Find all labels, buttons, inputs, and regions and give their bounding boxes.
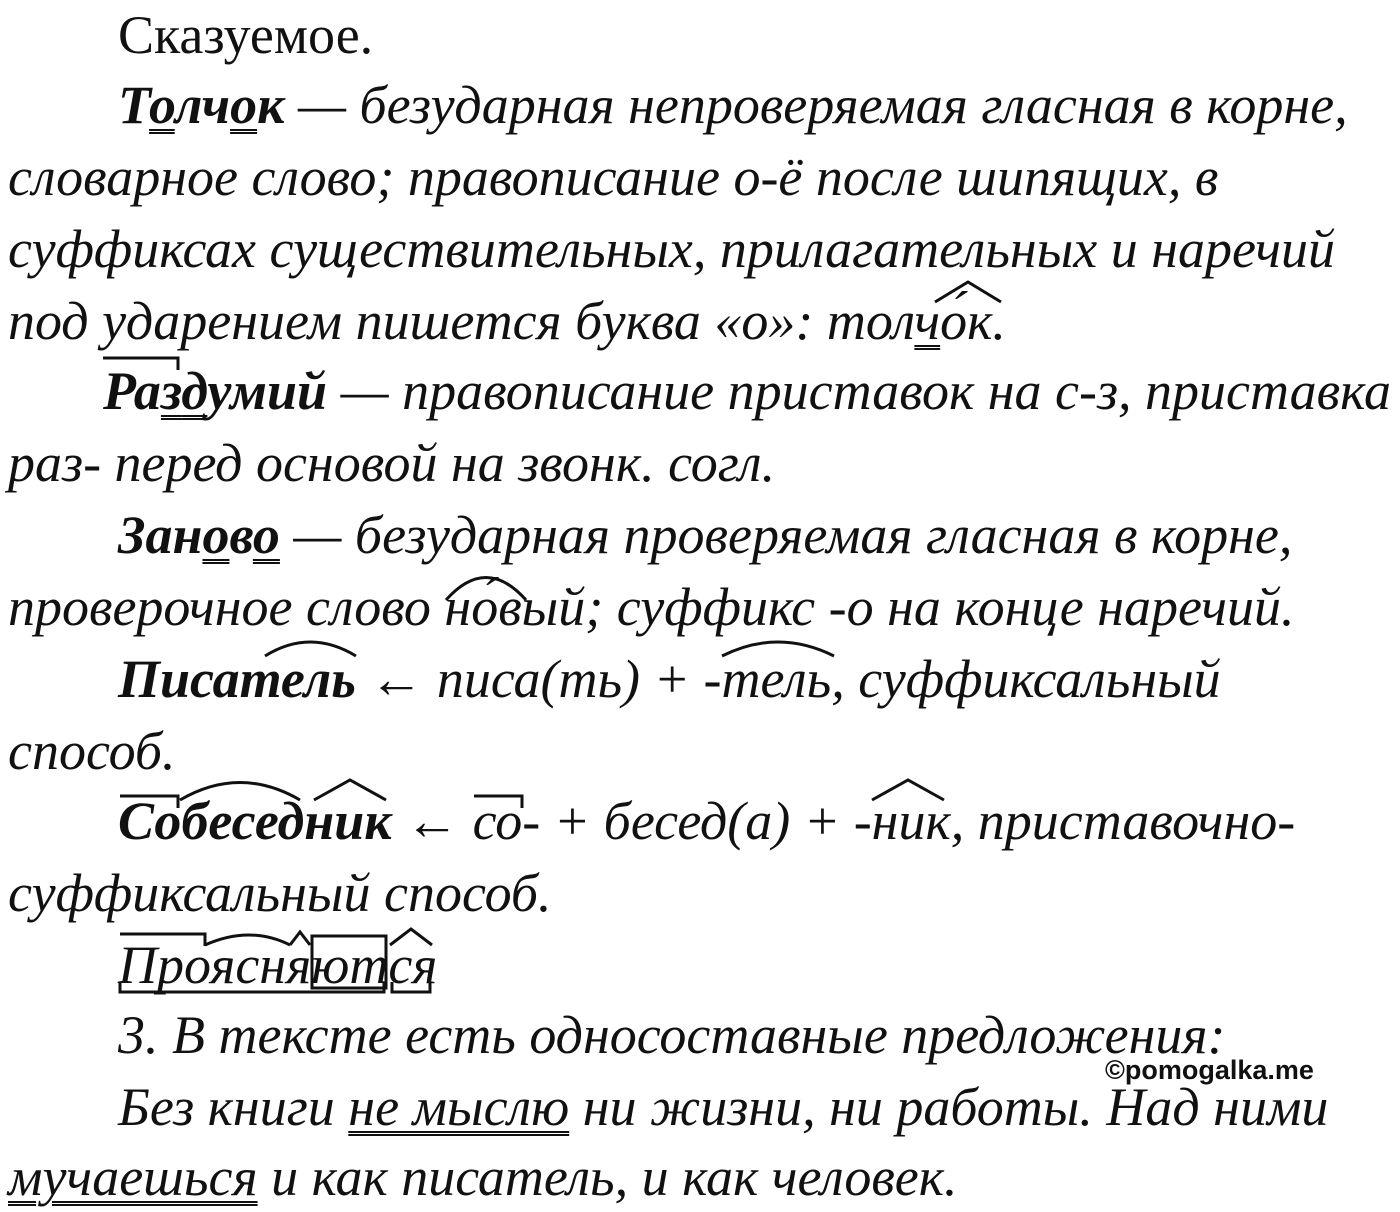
line-text: и как писатель, и как человек. — [257, 1147, 958, 1207]
line-text: под ударением пишется буква «о»: тол — [8, 291, 915, 351]
line-text: ни жизни, ни работы. Над ними — [569, 1077, 1329, 1137]
text-line-3 — [8, 142, 1218, 212]
text-line-9 — [8, 572, 1295, 642]
underlined-letter: ч — [914, 291, 941, 351]
line-text: раз- перед основой на звонк. согл. — [8, 433, 776, 493]
text-line-8 — [118, 500, 1292, 570]
line-text: ← со- + бесед(а) + -ник, приставочно- — [391, 791, 1296, 851]
morpheme-parsed-word: Проясняются — [118, 935, 438, 995]
analyzed-word-pisatel: Писатель — [118, 649, 356, 709]
text-line-12 — [118, 786, 1295, 856]
analyzed-word-sobesednik: Собеседник — [118, 791, 392, 851]
text-line-14 — [118, 930, 437, 1000]
predicate-underlined: не мыслю — [348, 1077, 570, 1137]
analyzed-word-razdumiy: Раздумий — [103, 361, 328, 421]
line-text: Сказуемое. — [118, 5, 374, 65]
text-line-11 — [8, 716, 176, 786]
line-text: — безударная непроверяемая гласная в корне, — [284, 75, 1348, 135]
line-text: словарное слово; правописание о-ё после шипящих, в — [8, 147, 1219, 207]
line-text: Без книги — [118, 1077, 349, 1137]
line-text: суффиксальный способ. — [8, 863, 552, 923]
text-line-5 — [8, 286, 1006, 356]
line-text: 3. В тексте есть односоставные предложения: — [118, 1005, 1226, 1065]
line-text: о́к. — [940, 291, 1006, 351]
text-line-2 — [118, 70, 1348, 140]
text-line-17 — [8, 1142, 958, 1212]
analyzed-word-zanovo: Заново — [118, 505, 280, 565]
line-text: суффиксах существительных, прилагательных и наречий — [8, 219, 1336, 279]
text-line-6 — [103, 356, 1391, 426]
text-line-1 — [118, 0, 373, 70]
line-text: ← писа(ть) + -тель, суффиксальный — [355, 649, 1221, 709]
text-line-7 — [8, 428, 775, 498]
line-text: — безударная проверяемая гласная в корне, — [279, 505, 1293, 565]
analyzed-word-tolchok: Толчок — [118, 75, 285, 135]
text-line-15 — [118, 1000, 1225, 1070]
line-text: — правописание приставок на с-з, приставка — [327, 361, 1392, 421]
text-line-10 — [118, 644, 1221, 714]
line-text: способ. — [8, 721, 176, 781]
line-text: проверочное слово но́вый; суффикс -о на конце наречий. — [8, 577, 1295, 637]
text-line-4 — [8, 214, 1335, 284]
watermark: ©pomogalka.me — [1105, 1055, 1314, 1085]
predicate-underlined: мучаешься — [8, 1147, 258, 1207]
text-line-13 — [8, 858, 552, 928]
